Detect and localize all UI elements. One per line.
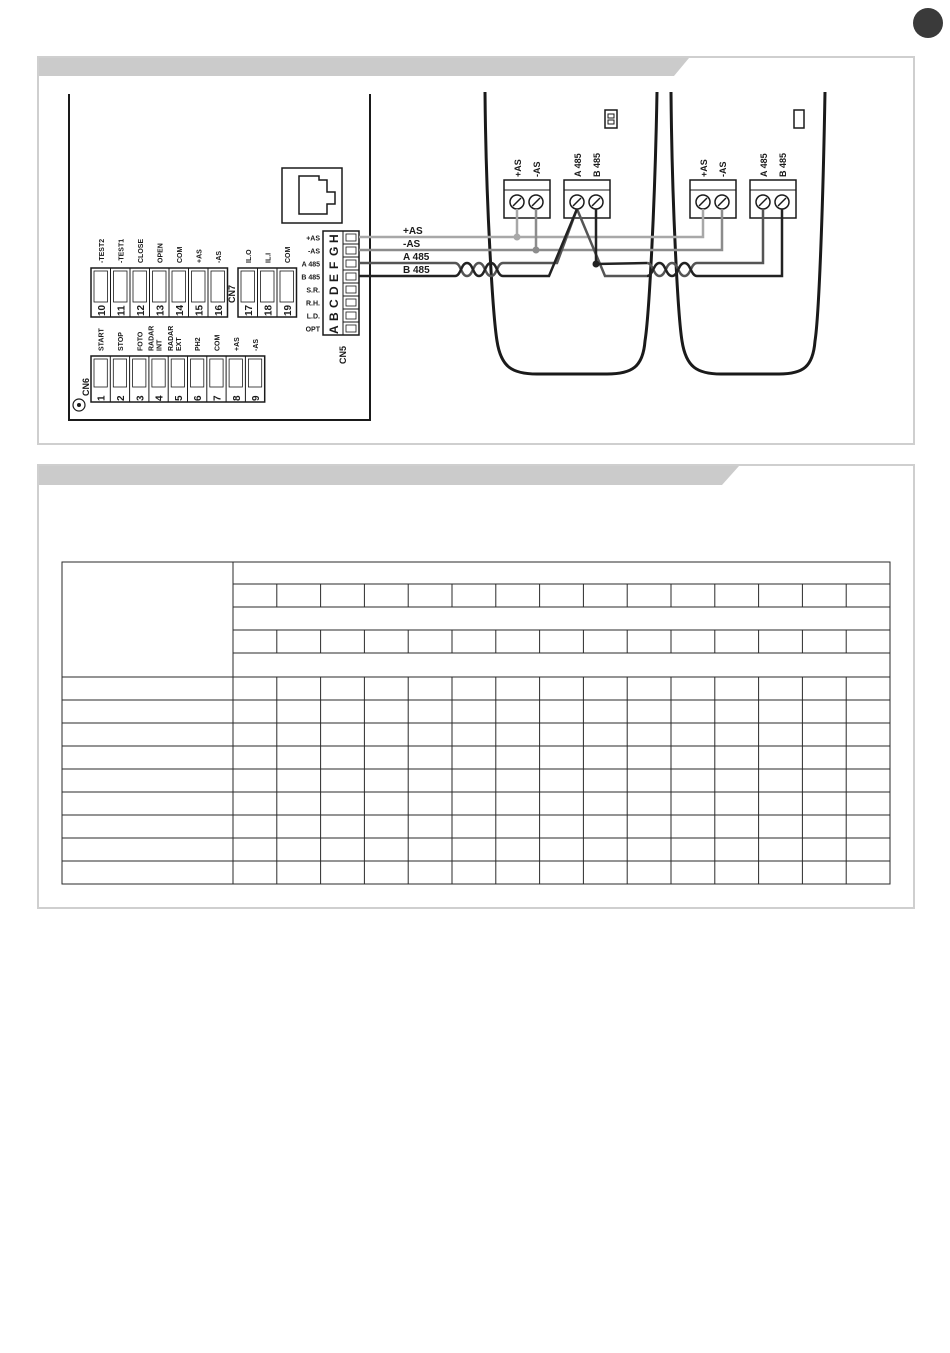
cn5-pin-label-B: L.D. — [306, 313, 320, 321]
cn6-terminal-number-3: 3 — [135, 395, 147, 401]
wire-label: A 485 — [403, 252, 430, 263]
cn6-upper-terminal-block — [91, 239, 228, 317]
device2-rs485-block-label: A 485 — [759, 153, 769, 177]
cn6-terminal-number-9: 9 — [251, 395, 263, 401]
device2-rs485-block-label: B 485 — [778, 152, 788, 177]
cn5-connector — [301, 231, 359, 335]
cn5-pin-F: F — [327, 261, 341, 269]
cn5-pin-E: E — [327, 273, 341, 282]
device-housing-1 — [485, 92, 657, 374]
cn5-pin-label-A: OPT — [305, 326, 320, 334]
cn5-pin-label-E: B 485 — [301, 274, 320, 282]
cn5-pin-label-G: -AS — [307, 248, 320, 256]
device1-power-block-label: +AS — [513, 159, 523, 177]
cn6-terminal-label-1: START — [98, 328, 106, 351]
cn6-terminal-label-14: COM — [176, 246, 184, 263]
cn6-terminal-number-13: 13 — [155, 304, 167, 316]
cn6-terminal-label-2: STOP — [117, 332, 125, 351]
cn6-terminal-number-11: 11 — [116, 305, 128, 316]
cn6-terminal-label-8: +AS — [233, 337, 241, 351]
cn6-terminal-label-4: RADAR — [148, 325, 156, 351]
cn6-terminal-label-6: PH2 — [195, 337, 203, 351]
device1-power-block-label: -AS — [532, 161, 542, 177]
bus-wires — [359, 209, 782, 276]
cn5-pin-label-H: +AS — [306, 235, 320, 243]
cn5-pin-H: H — [327, 234, 341, 243]
device-terminal-blocks — [504, 153, 796, 218]
wire-label: B 485 — [403, 265, 430, 276]
cn6-terminal-number-1: 1 — [96, 395, 108, 401]
cn6-terminal-label-5: EXT — [175, 337, 183, 351]
cn7-terminal-label-18: IL.I — [265, 252, 273, 263]
device2-power-block-label: +AS — [699, 159, 709, 177]
cn6-lower-terminal-block — [91, 326, 265, 402]
cn6-terminal-number-7: 7 — [212, 395, 224, 401]
device1-rs485-block-label: B 485 — [592, 152, 602, 177]
cn7-terminal-label-17: IL.O — [245, 249, 253, 263]
device2-power-block-label: -AS — [718, 161, 728, 177]
cn6-terminal-label-7: COM — [214, 334, 222, 351]
cn6-terminal-label-5: RADAR — [167, 325, 175, 351]
page-marker-dot — [913, 8, 943, 38]
cn5-pin-label-D: S.R. — [306, 287, 320, 295]
cn6-terminal-number-10: 10 — [96, 304, 108, 316]
diagram-header-bar — [39, 58, 689, 76]
cn6-terminal-label-13: OPEN — [157, 243, 165, 263]
cn6-terminal-label-4: INT — [156, 339, 164, 351]
cn5-pin-D: D — [327, 286, 341, 295]
rj-connector — [282, 168, 342, 223]
cn7-terminal-number-19: 19 — [282, 304, 294, 316]
cn6-terminal-label-16: -AS — [215, 250, 223, 263]
cn6-terminal-label-10: -TEST2 — [98, 238, 106, 263]
cn6-terminal-number-2: 2 — [115, 395, 127, 401]
cn5-pin-G: G — [327, 246, 341, 256]
table-header-bar — [39, 466, 739, 485]
cn6-terminal-number-6: 6 — [193, 395, 205, 401]
cn6-terminal-label-3: FOTO — [137, 331, 145, 351]
cn5-label: CN5 — [338, 345, 348, 364]
cn5-pin-C: C — [327, 299, 341, 308]
cn6-terminal-number-12: 12 — [135, 304, 147, 316]
cn6-terminal-label-11: -TEST1 — [118, 238, 126, 263]
cn6-terminal-label-15: +AS — [196, 249, 204, 263]
device-housing-2 — [671, 92, 825, 374]
cn7-terminal-label-19: COM — [284, 246, 292, 263]
cn5-pin-A: A — [327, 325, 341, 334]
wire-label: -AS — [403, 239, 421, 250]
cn6-terminal-number-15: 15 — [194, 304, 206, 316]
cn6-terminal-number-8: 8 — [231, 395, 243, 401]
cn6-terminal-number-4: 4 — [154, 395, 166, 401]
cn6-mount-ring — [73, 399, 85, 411]
cn6-terminal-label-9: -AS — [253, 338, 261, 351]
cn6-label: CN6 — [81, 377, 91, 396]
device1-rs485-block-label: A 485 — [573, 153, 583, 177]
cn5-pin-label-F: A 485 — [301, 261, 320, 269]
cn6-terminal-number-16: 16 — [213, 304, 225, 316]
wire-label: +AS — [403, 226, 423, 237]
cn5-pin-label-C: R.H. — [306, 300, 320, 308]
cn6-terminal-number-14: 14 — [174, 304, 186, 316]
cn7-terminal-number-17: 17 — [243, 304, 255, 316]
cn6-terminal-number-5: 5 — [173, 395, 185, 401]
wiring-diagram — [37, 56, 915, 445]
cn7-label: CN7 — [227, 284, 237, 303]
cn7-terminal-number-18: 18 — [263, 304, 275, 316]
cn5-pin-B: B — [327, 312, 341, 321]
cn6-terminal-label-12: CLOSE — [137, 238, 145, 263]
cn7-terminal-block — [238, 247, 297, 318]
data-table-grid — [37, 464, 915, 909]
table-grid-lines — [62, 562, 890, 884]
